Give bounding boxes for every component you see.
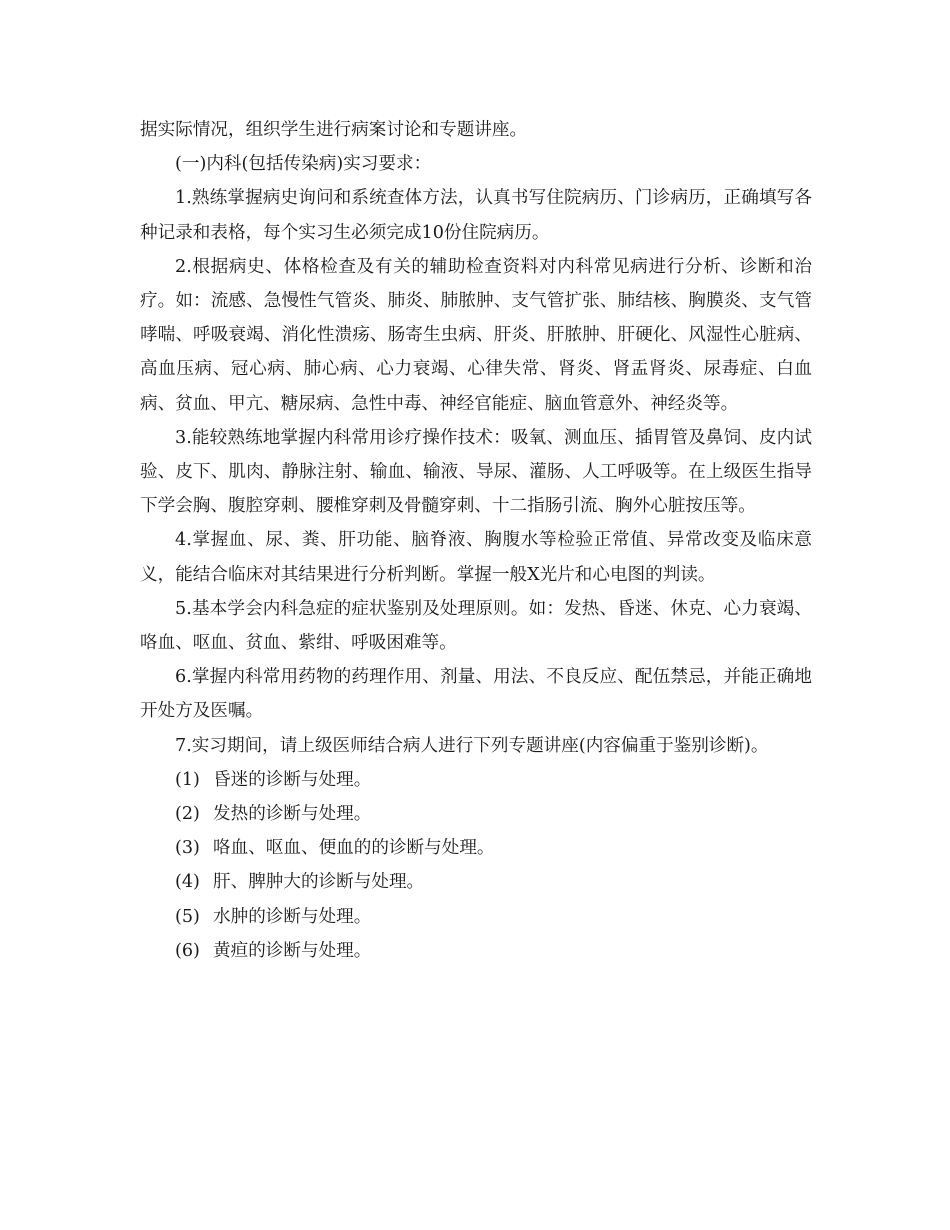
lecture-item (140, 934, 812, 968)
requirement-paragraph: 2.根据病史、体格检查及有关的辅助检查资料对内科常见病进行分析、诊断和治疗。如：流感、急慢性气管炎、肺炎、肺脓肿、支气管扩张、肺结核、胸膜炎、支气管哮喘、呼吸衰竭、消化性溃疡、肠寄生虫病、肝炎、肝脓肿、肝硬化、风湿性心脏病、高血压病、冠心病、肺心病、心力衰竭、心律失常、肾炎、肾盂肾炎、尿毒症、白血病、贫血、甲亢、糖尿病、急性中毒、神经官能症、脑血管意外、神经炎等。 (140, 256, 812, 414)
lecture-number: (2) (175, 804, 200, 825)
lecture-number: (5) (175, 906, 200, 927)
requirement-paragraph: 5.基本学会内科急症的症状鉴别及处理原则。如：发热、昏迷、休克、心力衰竭、咯血、呕血、贫血、紫绀、呼吸困难等。 (140, 598, 812, 654)
lecture-item (140, 900, 812, 934)
lecture-item (140, 797, 812, 831)
lecture-item (140, 831, 812, 865)
intro-continuation: 据实际情况，组织学生进行病案讨论和专题讲座。 (140, 120, 528, 140)
lecture-text: 发热的诊断与处理。 (213, 804, 372, 825)
lecture-text: 昏迷的诊断与处理。 (213, 769, 372, 790)
lecture-number: (6) (175, 940, 200, 961)
lecture-text: 咯血、呕血、便血的的诊断与处理。 (213, 838, 495, 859)
lecture-number: (4) (175, 872, 200, 893)
lecture-item (140, 763, 812, 797)
lecture-number: (1) (175, 769, 200, 790)
lecture-item (140, 865, 812, 899)
requirement-paragraph: 7.实习期间，请上级医师结合病人进行下列专题讲座(内容偏重于鉴别诊断)。 (175, 735, 769, 756)
requirement-paragraph: 1.熟练掌握病史询问和系统查体方法，认真书写住院病历、门诊病历，正确填写各种记录和表格，每个实习生必须完成10份住院病历。 (140, 188, 812, 243)
lecture-text: 水肿的诊断与处理。 (213, 906, 372, 927)
section-heading: (一)内科(包括传染病)实习要求： (175, 154, 432, 175)
requirement-paragraph: 6.掌握内科常用药物的药理作用、剂量、用法、不良反应、配伍禁忌，并能正确地开处方及医嘱。 (140, 667, 812, 722)
document-page (140, 113, 812, 968)
lecture-text: 肝、脾肿大的诊断与处理。 (213, 872, 425, 893)
requirement-paragraph: 3.能较熟练地掌握内科常用诊疗操作技术：吸氧、测血压、插胃管及鼻饲、皮内试验、皮下、肌肉、静脉注射、输血、输液、导尿、灌肠、人工呼吸等。在上级医生指导下学会胸、腹腔穿刺、腰椎穿刺及骨髓穿刺、十二指肠引流、胸外心脏按压等。 (140, 427, 812, 517)
lecture-text: 黄疸的诊断与处理。 (213, 940, 372, 961)
requirement-paragraph: 4.掌握血、尿、粪、肝功能、脑脊液、胸腹水等检验正常值、异常改变及临床意义，能结合临床对其结果进行分析判断。掌握一般X光片和心电图的判读。 (140, 530, 812, 585)
lecture-number: (3) (175, 838, 200, 859)
